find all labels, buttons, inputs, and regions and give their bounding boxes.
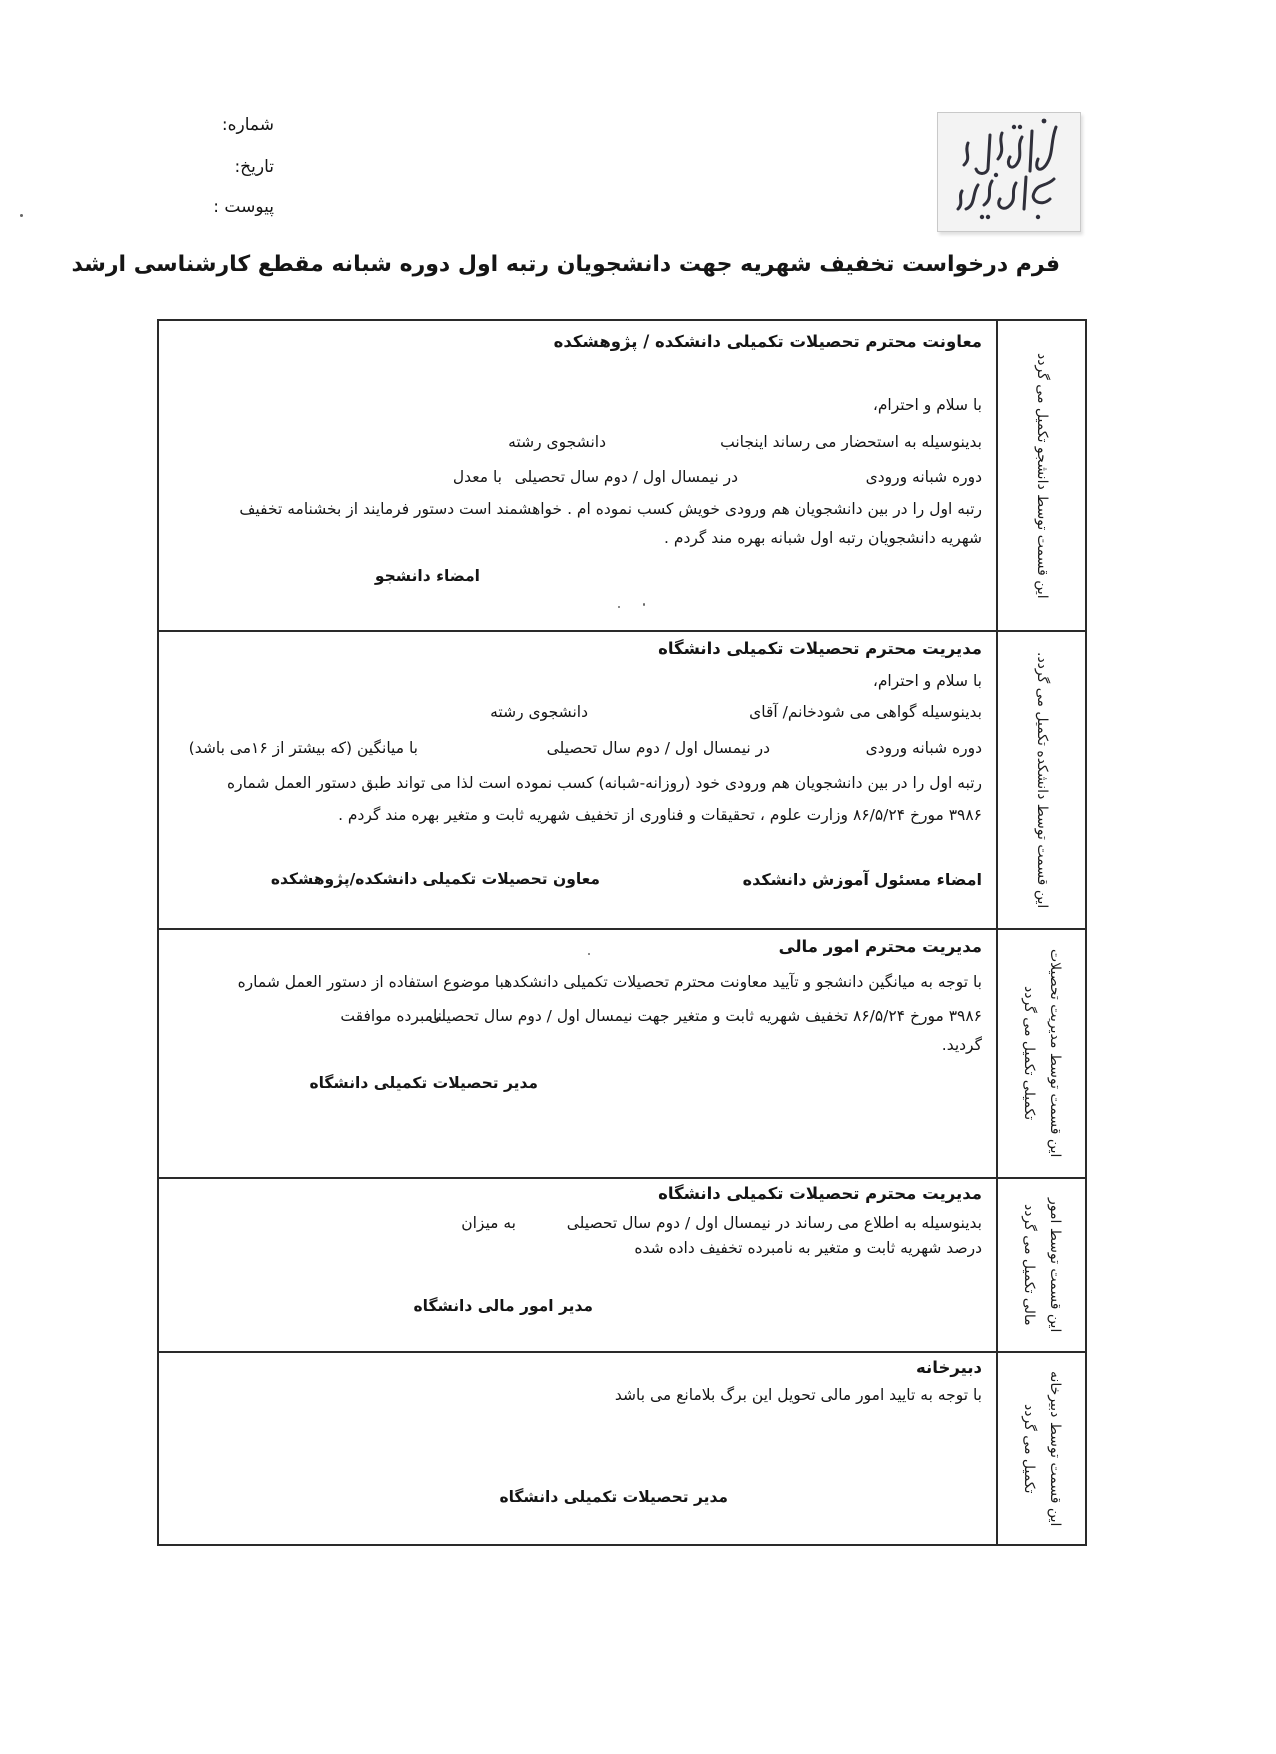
side-note-text: این قسمت توسط دانشجو تکمیل می گردد xyxy=(1033,352,1050,599)
number-label: شماره: xyxy=(221,115,274,135)
vice-dean-signature: معاون تحصیلات تکمیلی دانشکده/پژوهشکده xyxy=(270,870,600,888)
section-heading: مدیریت محترم تحصیلات تکمیلی دانشگاه xyxy=(658,639,982,658)
scan-speck xyxy=(618,606,620,608)
side-note-secretariat xyxy=(998,1353,1084,1545)
section-faculty-certification xyxy=(160,632,990,928)
financial-director-signature: مدیر امور مالی دانشگاه xyxy=(413,1297,593,1315)
approval-text-line-3: گردید. xyxy=(941,1036,982,1054)
side-note-text: این قسمت توسط مدیریت تحصیلات تکمیلی تکمیل می گردد xyxy=(1021,949,1063,1158)
field-of-study-label: دانشجوی رشته xyxy=(490,703,588,721)
side-note-student xyxy=(998,321,1084,630)
section-graduate-management xyxy=(160,930,990,1177)
entry-year-label: دوره شبانه ورودی xyxy=(865,468,982,486)
section-student-request xyxy=(160,321,990,630)
approval-text-line-1: با توجه به میانگین دانشجو و تآیید معاونت محترم تحصیلات تکمیلی دانشکدهبا موضوع استفاده از دستور العمل شماره xyxy=(237,973,982,991)
request-text-line-2: شهریه دانشجویان رتبه اول شبانه بهره مند گردم . xyxy=(664,529,982,547)
section-heading: دبیرخانه xyxy=(916,1358,982,1377)
certify-text-line-1: رتبه اول را در بین دانشجویان هم ورودی خود (روزانه-شبانه) کسب نموده است لذا می تواند طبق دستور العمل شماره xyxy=(227,774,982,792)
side-note-graduate-management xyxy=(998,930,1084,1177)
logo-calligraphy-icon xyxy=(938,113,1080,231)
student-signature-label: امضاء دانشجو xyxy=(374,567,480,585)
secretariat-text: با توجه به تایید امور مالی تحویل این برگ بلامانع می باشد xyxy=(614,1386,982,1404)
greeting-text: با سلام و احترام، xyxy=(872,672,982,690)
greeting-text: با سلام و احترام، xyxy=(872,396,982,414)
section-secretariat xyxy=(160,1353,990,1545)
section-heading: مدیریت محترم امور مالی xyxy=(778,937,982,956)
form-title: فرم درخواست تخفیف شهریه جهت دانشجویان رتبه اول دوره شبانه مقطع کارشناسی ارشد xyxy=(71,252,1060,277)
discount-text-line-1: بدینوسیله به اطلاع می رساند در نیمسال اول / دوم سال تحصیلی xyxy=(566,1214,982,1232)
request-text-line-1: رتبه اول را در بین دانشجویان هم ورودی خویش کسب نموده ام . خواهشمند است دستور فرمایند از بخشنامه تخفیف xyxy=(239,500,982,518)
semester-label: در نیمسال اول / دوم سال تحصیلی xyxy=(546,739,770,757)
gpa-label: با معدل xyxy=(452,468,502,486)
graduate-director-signature: مدیر تحصیلات تکمیلی دانشگاه xyxy=(309,1074,538,1092)
side-note-text: این قسمت توسط امور مالی تکمیل می گردد xyxy=(1021,1197,1063,1333)
graduate-director-signature: مدیر تحصیلات تکمیلی دانشگاه xyxy=(499,1488,728,1506)
intro-text: بدینوسیله به استحضار می رساند اینجانب xyxy=(720,433,982,451)
side-note-faculty xyxy=(998,632,1084,928)
side-note-financial xyxy=(998,1179,1084,1351)
semester-label: در نیمسال اول / دوم سال تحصیلی xyxy=(514,468,738,486)
section-heading: مدیریت محترم تحصیلات تکمیلی دانشگاه xyxy=(658,1184,982,1203)
side-note-text: این قسمت توسط دبیرخانه تکمیل می گردد xyxy=(1021,1371,1063,1527)
gpa-label: با میانگین (که بیشتر از ۱۶می باشد) xyxy=(188,739,418,757)
certify-text: بدینوسیله گواهی می شودخانم/ آقای xyxy=(749,703,982,721)
section-heading: معاونت محترم تحصیلات تکمیلی دانشکده / پژوهشکده xyxy=(553,332,982,351)
date-label: تاریخ: xyxy=(234,157,274,177)
approval-label: نامبرده موافقت xyxy=(340,1007,442,1025)
entry-year-label: دوره شبانه ورودی xyxy=(865,739,982,757)
approval-text-line-2: ۳۹۸۶ مورخ ۸۶/۵/۲۴ تخفیف شهریه ثابت و متغیر جهت نیمسال اول / دوم سال تحصیلی xyxy=(428,1007,982,1025)
certify-text-line-2: ۳۹۸۶ مورخ ۸۶/۵/۲۴ وزارت علوم ، تحقیقات و فناوری از تخفیف شهریه ثابت و متغیر بهره مند گردم . xyxy=(338,806,982,824)
section-financial-affairs xyxy=(160,1179,990,1351)
discount-text-line-2: درصد شهریه ثابت و متغیر به نامبرده تخفیف داده شده xyxy=(634,1239,982,1257)
field-of-study-label: دانشجوی رشته xyxy=(508,433,606,451)
side-note-text: این قسمت توسط دانشکده تکمیل می گردد. xyxy=(1033,651,1050,909)
attachment-label: پیوست : xyxy=(213,197,274,217)
scan-speck xyxy=(20,214,23,217)
education-officer-signature: امضاء مسئول آموزش دانشکده xyxy=(742,870,982,889)
university-logo xyxy=(937,112,1081,232)
amount-label: به میزان xyxy=(461,1214,516,1232)
scan-speck xyxy=(588,953,590,955)
scan-speck xyxy=(643,603,645,606)
